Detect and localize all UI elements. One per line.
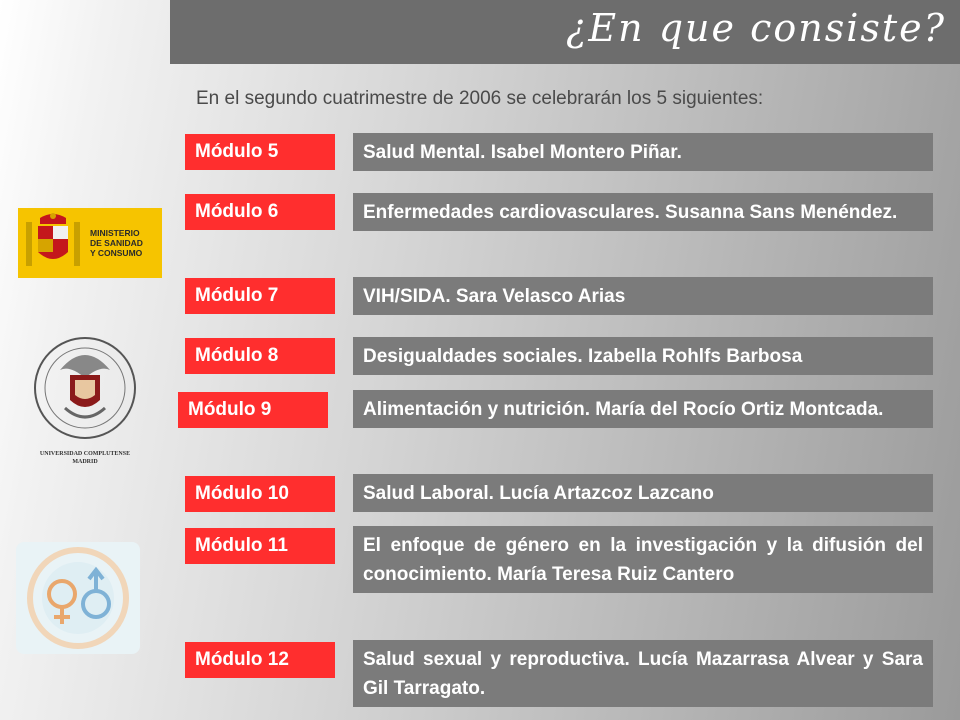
module-7-description: VIH/SIDA. Sara Velasco Arias: [353, 277, 933, 315]
programa-logo: [16, 542, 140, 654]
module-6-tab: Módulo 6: [185, 194, 335, 230]
page-title: ¿En que consiste?: [566, 6, 946, 50]
module-11-tab: Módulo 11: [185, 528, 335, 564]
module-10-description: Salud Laboral. Lucía Artazcoz Lazcano: [353, 474, 933, 512]
module-8-description: Desigualdades sociales. Izabella Rohlfs Barbosa: [353, 337, 933, 375]
module-11-description: El enfoque de género en la investigación y la difusión del conocimiento. María Teresa Ruiz Cantero: [353, 526, 933, 593]
intro-text: En el segundo cuatrimestre de 2006 se celebrarán los 5 siguientes:: [196, 88, 764, 109]
coat-of-arms-icon: [18, 208, 88, 278]
module-9-description: Alimentación y nutrición. María del Rocío Ortiz Montcada.: [353, 390, 933, 428]
ministerio-logo-text: MINISTERIO DE SANIDAD Y CONSUMO: [90, 228, 143, 258]
gender-symbols-icon: [16, 542, 140, 654]
title-bar: [170, 0, 960, 64]
module-12-tab: Módulo 12: [185, 642, 335, 678]
module-5-description: Salud Mental. Isabel Montero Piñar.: [353, 133, 933, 171]
ucm-logo-text: UNIVERSIDAD COMPLUTENSE MADRID: [39, 451, 131, 465]
module-10-tab: Módulo 10: [185, 476, 335, 512]
module-7-tab: Módulo 7: [185, 278, 335, 314]
module-5-tab: Módulo 5: [185, 134, 335, 170]
module-12-description: Salud sexual y reproductiva. Lucía Mazarrasa Alvear y Sara Gil Tarragato.: [353, 640, 933, 707]
ministerio-logo: [18, 208, 162, 278]
ucm-logo: [30, 330, 140, 470]
module-9-tab: Módulo 9: [178, 392, 328, 428]
ucm-seal-icon: [30, 330, 140, 450]
module-6-description: Enfermedades cardiovasculares. Susanna Sans Menéndez.: [353, 193, 933, 231]
module-8-tab: Módulo 8: [185, 338, 335, 374]
